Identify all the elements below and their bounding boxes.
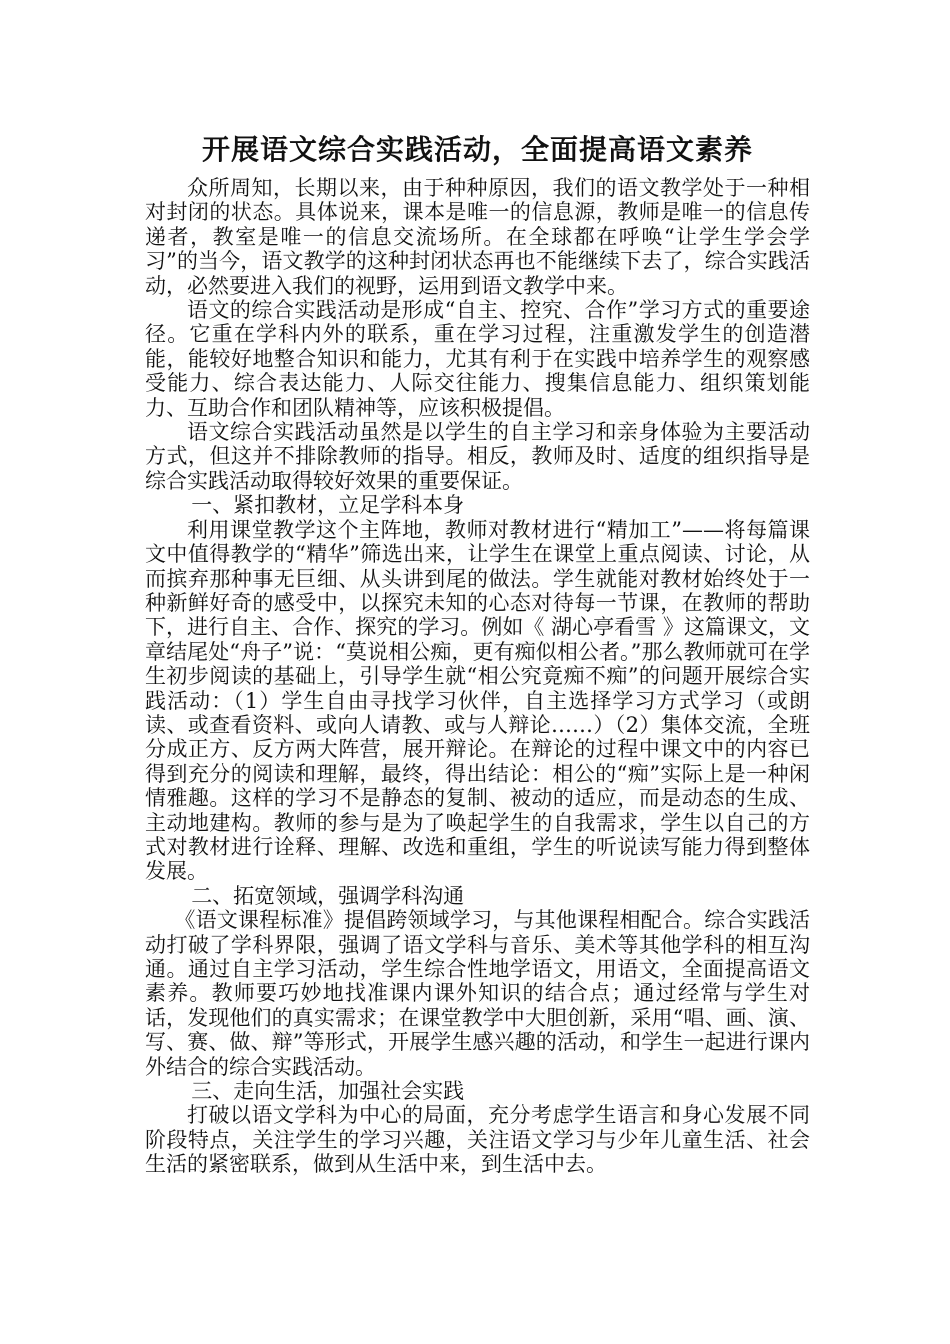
section-1-text: 利用课堂教学这个主阵地，教师对教材进行“精加工”——将每篇课文中值得教学的“精华”筛选出来，让学生在课堂上重点阅读、讨论，从而摈弃那种事无巨细、从头讲到尾的做法。学生就能对教材始终处于一种新鲜好奇的感受中，以探究未知的心态对待每一节课，在教师的帮助下，进行自主、合作、探究的学习。例如《 湖心亭看雪 》这篇课文，文章结尾处“舟子”说：“莫说相公痴，更有痴似相公者。”那么教师就可在学生初步阅读的基础上，引导学生就“相公究竟痴不痴”的问题开展综合实践活动：（1）学生自由寻找学习伙伴，自主选择学习方式学习（或朗读、或查看资料、或向人请教、或与人辩论……）（2）集体交流，全班分成正方、反方两大阵营，展开辩论。在辩论的过程中课文中的内容已得到充分的阅读和理解，最终，得出结论：相公的“痴”实际上是一种闲情雅趣。这样的学习不是静态的复制、被动的适应，而是动态的生成、主动地建构。教师的参与是为了唤起学生的自我需求，学生以自己的方式对教材进行诠释、理解、改选和重组，学生的听说读写能力得到整体发展。 bbox=[145, 517, 810, 884]
document-page bbox=[145, 130, 810, 1177]
section-1-heading: 一、紧扣教材，立足学科本身 bbox=[191, 493, 465, 518]
section-3-heading: 三、走向生活，加强社会实践 bbox=[191, 1079, 465, 1104]
document-title: 开展语文综合实践活动，全面提高语文素养 bbox=[201, 133, 753, 166]
section-3-text: 打破以语文学科为中心的局面，充分考虑学生语言和身心发展不同阶段特点，关注学生的学习兴趣，关注语文学习与少年儿童生活、社会生活的紧密联系，做到从生活中来，到生活中去。 bbox=[145, 1103, 810, 1177]
paragraph-guidance: 语文综合实践活动虽然是以学生的自主学习和亲身体验为主要活动方式，但这并不排除教师的指导。相反，教师及时、适度的组织指导是综合实践活动取得较好效果的重要保证。 bbox=[145, 420, 810, 493]
section-2-heading: 二、拓宽领域，强调学科沟通 bbox=[191, 883, 465, 908]
paragraph-intro: 众所周知，长期以来，由于种种原因，我们的语文教学处于一种相对封闭的状态。具体说来，课本是唯一的信息源，教师是唯一的信息传递者，教室是唯一的信息交流场所。在全球都在呼唤“让学生学会学习”的当今，语文教学的这种封闭状态再也不能继续下去了，综合实践活动，必然要进入我们的视野，运用到语文教学中来。 bbox=[145, 176, 810, 298]
section-2-text: 《语文课程标准》提倡跨领域学习，与其他课程相配合。综合实践活动打破了学科界限，强调了语文学科与音乐、美术等其他学科的相互沟通。通过自主学习活动，学生综合性地学语文，用语文，全面提高语文素养。教师要巧妙地找准课内课外知识的结合点；通过经常与学生对话，发现他们的真实需求；在课堂教学中大胆创新，采用“唱、画、演、写、赛、做、辩”等形式，开展学生感兴趣的活动，和学生一起进行课内外结合的综合实践活动。 bbox=[145, 908, 810, 1079]
paragraph-importance: 语文的综合实践活动是形成“自主、控究、合作”学习方式的重要途径。它重在学科内外的联系，重在学习过程，注重激发学生的创造潜能，能较好地整合知识和能力，尤其有利于在实践中培养学生的观察感受能力、综合表达能力、人际交往能力、搜集信息能力、组织策划能力、互助合作和团队精神等，应该积极提倡。 bbox=[145, 298, 810, 420]
